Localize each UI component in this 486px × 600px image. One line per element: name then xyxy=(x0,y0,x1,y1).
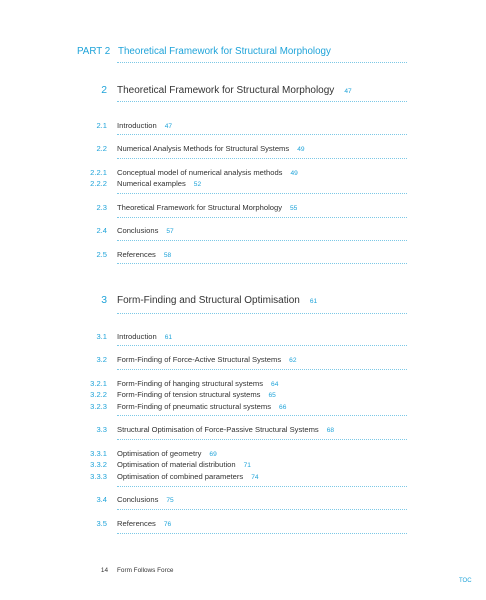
page-ref[interactable]: 76 xyxy=(163,521,172,528)
section-title: Form-Finding of pneumatic structural systems xyxy=(117,402,272,411)
section-title: References xyxy=(117,250,156,259)
section-title: Introduction xyxy=(117,121,157,130)
section-number: 2.3 xyxy=(96,203,107,212)
toc-link[interactable]: TOC xyxy=(459,578,472,584)
section-number: 2.1 xyxy=(96,121,107,130)
page-ref[interactable]: 57 xyxy=(166,228,174,235)
section-title: Optimisation of geometry xyxy=(117,449,202,458)
divider xyxy=(117,369,407,370)
divider xyxy=(117,509,407,510)
section-title: Form-Finding of tension structural systems xyxy=(117,390,261,399)
divider xyxy=(117,240,407,241)
divider xyxy=(117,533,407,534)
section-title: Form-Finding of Force-Active Structural Systems xyxy=(117,355,282,364)
divider xyxy=(117,134,407,135)
section-number: 3.2.2 xyxy=(90,390,107,399)
page-ref[interactable]: 47 xyxy=(164,123,173,130)
section-title: Numerical Analysis Methods for Structural Systems xyxy=(117,144,290,153)
toc-entry[interactable] xyxy=(0,249,486,261)
divider xyxy=(117,62,407,63)
chapter-number: 2 xyxy=(101,85,107,96)
section-title: Structural Optimisation of Force-Passive Structural Systems xyxy=(117,425,319,434)
page-ref[interactable]: 64 xyxy=(271,381,279,388)
section-number: 2.5 xyxy=(96,250,107,259)
toc-entry[interactable] xyxy=(0,494,486,506)
book-title: Form Follows Force xyxy=(117,567,174,574)
chapter-title: Theoretical Framework for Structural Morphology xyxy=(117,85,335,96)
section-number: 3.3.1 xyxy=(90,449,107,458)
toc-entry[interactable] xyxy=(0,401,486,413)
page-ref[interactable]: 68 xyxy=(326,427,335,434)
divider xyxy=(117,486,407,487)
section-number: 3.3.2 xyxy=(90,460,107,469)
section-number: 3.2.1 xyxy=(90,379,107,388)
page-ref[interactable]: 65 xyxy=(268,392,276,399)
page-ref[interactable]: 47 xyxy=(344,88,352,95)
toc-chapter[interactable] xyxy=(0,294,486,308)
page-ref[interactable]: 71 xyxy=(243,462,251,469)
section-title: Optimisation of material distribution xyxy=(117,460,236,469)
part-number: PART 2 xyxy=(77,46,111,57)
section-number: 2.2 xyxy=(96,144,107,153)
section-title: Conclusions xyxy=(117,226,159,235)
toc-entry[interactable] xyxy=(0,225,486,237)
section-number: 3.2 xyxy=(96,355,107,364)
page-ref[interactable]: 69 xyxy=(209,451,217,458)
divider xyxy=(117,193,407,194)
page-ref[interactable]: 49 xyxy=(297,146,305,153)
section-title: Optimisation of combined parameters xyxy=(117,472,244,481)
section-title: Theoretical Framework for Structural Morphology xyxy=(117,203,283,212)
section-number: 3.2.3 xyxy=(90,402,107,411)
toc-entry[interactable] xyxy=(0,143,486,155)
divider xyxy=(117,439,407,440)
section-number: 3.3.3 xyxy=(90,472,107,481)
divider xyxy=(117,263,407,264)
toc-chapter[interactable] xyxy=(0,84,486,98)
page-ref[interactable]: 62 xyxy=(289,357,297,364)
section-number: 3.1 xyxy=(96,332,107,341)
toc-entry[interactable] xyxy=(0,518,486,530)
toc-entry[interactable] xyxy=(0,331,486,343)
section-number: 2.4 xyxy=(96,226,107,235)
toc-entry[interactable] xyxy=(0,459,486,471)
section-number: 2.2.1 xyxy=(90,168,107,177)
page-ref[interactable]: 58 xyxy=(163,252,172,259)
section-number: 3.5 xyxy=(96,519,107,528)
page-ref[interactable]: 52 xyxy=(193,181,202,188)
page-ref[interactable]: 74 xyxy=(251,474,259,481)
section-title: Numerical examples xyxy=(117,179,186,188)
chapter-title: Form-Finding and Structural Optimisation xyxy=(117,295,300,306)
section-title: Conclusions xyxy=(117,495,159,504)
page-ref[interactable]: 61 xyxy=(309,298,318,305)
section-title: Form-Finding of hanging structural systems xyxy=(117,379,264,388)
chapter-number: 3 xyxy=(101,295,107,306)
section-title: References xyxy=(117,519,156,528)
page-ref[interactable]: 55 xyxy=(290,205,298,212)
toc-entry[interactable] xyxy=(0,178,486,190)
divider xyxy=(117,313,407,314)
page-ref[interactable]: 66 xyxy=(279,404,287,411)
divider xyxy=(117,415,407,416)
divider xyxy=(117,158,407,159)
section-title: Conceptual model of numerical analysis methods xyxy=(117,168,283,177)
divider xyxy=(117,345,407,346)
toc-entry[interactable] xyxy=(0,202,486,214)
toc-entry[interactable] xyxy=(0,424,486,436)
page-ref[interactable]: 61 xyxy=(164,334,173,341)
toc-entry[interactable] xyxy=(0,471,486,483)
section-number: 3.4 xyxy=(96,495,107,504)
page-ref[interactable]: 75 xyxy=(166,497,174,504)
section-title: Introduction xyxy=(117,332,157,341)
section-number: 2.2.2 xyxy=(90,179,107,188)
toc-entry[interactable] xyxy=(0,354,486,366)
divider xyxy=(117,101,407,102)
divider xyxy=(117,217,407,218)
page-number: 14 xyxy=(100,567,108,574)
part-title: Theoretical Framework for Structural Morphology xyxy=(118,46,331,57)
section-number: 3.3 xyxy=(96,425,107,434)
toc-entry[interactable] xyxy=(0,389,486,401)
page-ref[interactable]: 49 xyxy=(290,170,298,177)
toc-entry[interactable] xyxy=(0,120,486,132)
